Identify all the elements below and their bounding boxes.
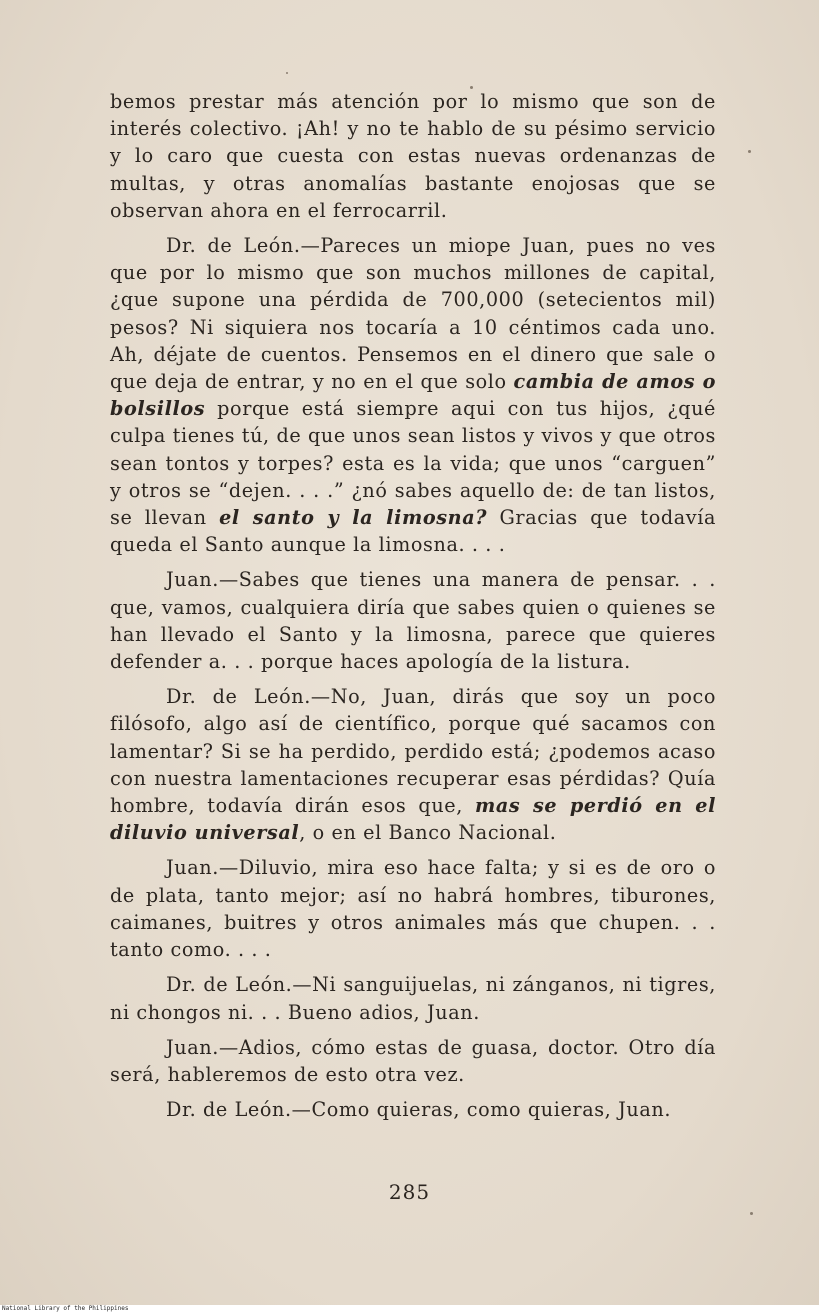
paper-speck — [470, 86, 473, 89]
paper-speck — [750, 1212, 753, 1215]
text-run: No, Juan, dirás que soy un poco filósofo, algo así de científico, porque qué sacamos con lamentar? Si se ha perdido, perdido está; ¿podemos acaso con nuestra lamentaciones recuperar esas pérdidas? Quía hombre, todavía dirán esos que, — [110, 685, 716, 818]
paragraph — [110, 566, 716, 675]
italic-phrase: mas se perdió en el diluvio universal — [110, 794, 716, 845]
text-run: bemos prestar más atención por lo mismo que son de interés colectivo. ¡Ah! y no te hablo de su pésimo servicio y lo caro que cuesta con estas nuevas ordenanzas de multas, y otras anomalías bastante enojosas que se observan ahora en el ferrocarril. — [110, 90, 716, 222]
text-run: Adios, cómo estas de guasa, doctor. Otro día será, hableremos de esto otra vez. — [110, 1035, 716, 1086]
body-text — [110, 88, 716, 1131]
speaker-label: Juan.— — [166, 1035, 239, 1059]
speaker-label: Juan.— — [166, 568, 239, 592]
paragraph — [110, 1034, 716, 1088]
paragraph — [110, 232, 716, 558]
speaker-label: Juan.— — [166, 856, 239, 880]
text-run: porque está siempre aqui con tus hijos, ¿qué culpa tienes tú, de que unos sean listos y vivos y que otros sean tontos y torpes? esta es la vida; que unos “carguen” y otros se “dejen. . . .” ¿nó sabes aquello de: de tan listos, se llevan — [110, 397, 716, 530]
footer-credit: National Library of the Philippines — [2, 1305, 129, 1312]
speaker-label: Dr. de León.— — [166, 973, 313, 997]
italic-phrase: cambia de amos o bolsillos — [110, 370, 716, 421]
page-number: 285 — [388, 1180, 431, 1204]
text-run: , o en el Banco Nacional. — [299, 821, 557, 845]
speaker-label: Dr. de León.— — [166, 685, 331, 709]
speaker-label: Dr. de León.— — [166, 234, 321, 258]
text-run: Como quieras, como quieras, Juan. — [311, 1098, 672, 1122]
text-run: Ni sanguijuelas, ni zánganos, ni tigres, ni chongos ni. . . Bueno adios, Juan. — [110, 973, 716, 1024]
paragraph — [110, 683, 716, 846]
speaker-label: Dr. de León.— — [166, 1098, 312, 1122]
paper-speck — [748, 150, 751, 153]
text-run: Sabes que tienes una manera de pensar. . . que, vamos, cualquiera diría que sabes quien o quienes se han llevado el Santo y la limosna, parece que quieres defender a. . . porque haces apología de la listura. — [110, 568, 716, 674]
paper-speck — [286, 72, 288, 74]
paragraph — [110, 88, 716, 224]
paragraph — [110, 854, 716, 963]
italic-phrase: el santo y la limosna? — [219, 506, 488, 530]
text-run: Diluvio, mira eso hace falta; y si es de oro o de plata, tanto mejor; así no habrá hombres, tiburones, caimanes, buitres y otros animales más que chupen. . . tanto como. . . . — [110, 856, 716, 962]
text-run: Gracias que todavía queda el Santo aunque la limosna. . . . — [110, 506, 716, 557]
paragraph — [110, 1096, 716, 1123]
text-run: Pareces un miope Juan, pues no ves que por lo mismo que son muchos millones de capital, ¿que supone una pérdida de 700,000 (setecientos mil) pesos? Ni siquiera nos tocaría a 10 céntimos cada uno. Ah, déjate de cuentos. Pensemos en el dinero que sale o que deja de entrar, y no en el que solo — [110, 234, 716, 394]
paragraph — [110, 971, 716, 1025]
